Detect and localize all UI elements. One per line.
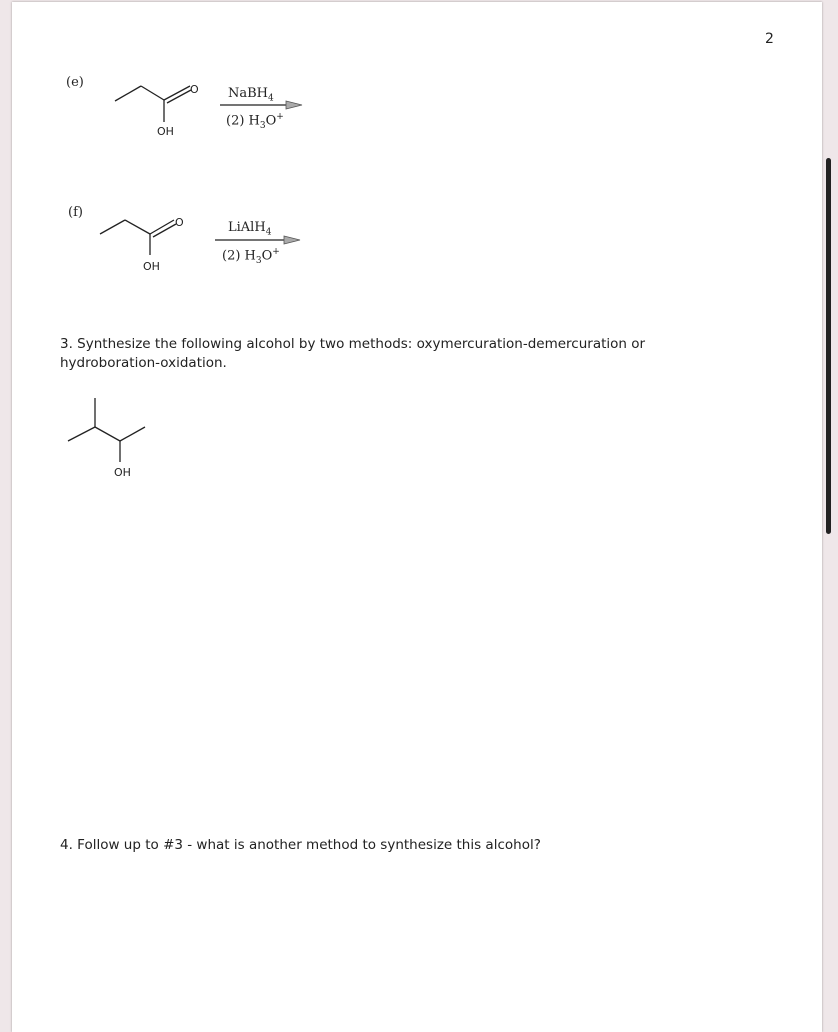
reaction-e-structure — [115, 86, 191, 122]
question-3-line-2: hydroboration-oxidation. — [60, 355, 227, 371]
reaction-f-oxygen: O — [175, 216, 184, 229]
reaction-e-label: (e) — [66, 75, 84, 90]
question-3-hydroxyl: OH — [114, 466, 131, 479]
question-3-text — [60, 335, 645, 373]
reaction-f-reagent-2: (2) $H_3O^+$ — [222, 247, 280, 266]
reaction-f-label: (f) — [68, 205, 83, 220]
reaction-f-reagent-1: LiAlH$_4$ — [228, 220, 272, 238]
reaction-f-hydroxyl: OH — [143, 260, 160, 273]
reaction-e-reagent-2: (2) $H_3O^+$ — [226, 112, 284, 131]
reaction-f-structure — [100, 220, 176, 255]
page-number: 2 — [765, 31, 774, 47]
reaction-e-reagent-1: NaBH$_4$ — [228, 86, 274, 104]
reaction-e-oxygen: O — [190, 83, 199, 96]
question-3-line-1: 3. Synthesize the following alcohol by two methods: oxymercuration-demercuration or — [60, 336, 646, 352]
reaction-e-hydroxyl: OH — [157, 125, 174, 138]
reaction-f-arrow — [215, 236, 300, 244]
question-4-text: 4. Follow up to #3 - what is another method to synthesize this alcohol? — [60, 837, 541, 853]
reaction-e-arrow — [220, 101, 302, 109]
question-3-structure — [68, 398, 145, 462]
